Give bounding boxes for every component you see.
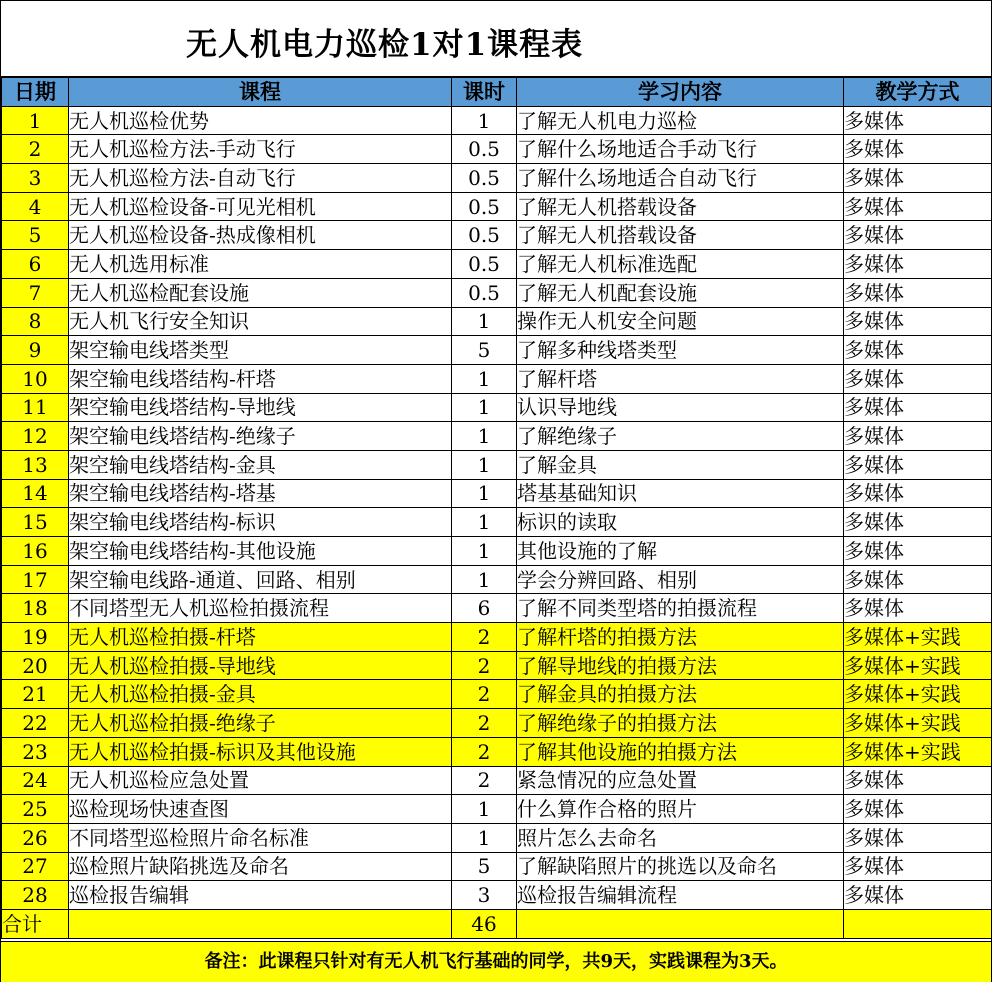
cell-course: 无人机巡检拍摄-绝缘子 (69, 709, 452, 738)
cell-day: 26 (2, 823, 69, 852)
cell-course: 不同塔型巡检照片命名标准 (69, 823, 452, 852)
cell-hours: 0.5 (452, 278, 517, 307)
cell-hours: 2 (452, 709, 517, 738)
cell-day: 1 (2, 106, 69, 135)
header-day: 日期 (2, 78, 69, 107)
cell-course: 不同塔型无人机巡检拍摄流程 (69, 594, 452, 623)
cell-content: 标识的读取 (517, 508, 844, 537)
cell-day: 15 (2, 508, 69, 537)
cell-day: 23 (2, 737, 69, 766)
cell-hours: 1 (452, 508, 517, 537)
cell-method: 多媒体 (844, 307, 992, 336)
cell-course: 架空输电线塔结构-导地线 (69, 393, 452, 422)
cell-day: 5 (2, 221, 69, 250)
table-row (2, 364, 992, 393)
cell-day: 16 (2, 537, 69, 566)
table-body (2, 106, 992, 909)
cell-day: 27 (2, 852, 69, 881)
cell-day: 7 (2, 278, 69, 307)
cell-method: 多媒体 (844, 852, 992, 881)
cell-hours: 2 (452, 737, 517, 766)
cell-hours: 1 (452, 479, 517, 508)
table-row (2, 737, 992, 766)
cell-method: 多媒体 (844, 278, 992, 307)
cell-day: 3 (2, 164, 69, 193)
cell-course: 无人机巡检拍摄-杆塔 (69, 623, 452, 652)
cell-course: 巡检报告编辑 (69, 881, 452, 910)
table-row (2, 250, 992, 279)
cell-day: 20 (2, 651, 69, 680)
cell-day: 8 (2, 307, 69, 336)
cell-method: 多媒体 (844, 479, 992, 508)
cell-content: 巡检报告编辑流程 (517, 881, 844, 910)
cell-day: 25 (2, 795, 69, 824)
cell-method: 多媒体 (844, 221, 992, 250)
cell-content: 操作无人机安全问题 (517, 307, 844, 336)
cell-course: 无人机巡检配套设施 (69, 278, 452, 307)
cell-hours: 5 (452, 852, 517, 881)
cell-hours: 1 (452, 450, 517, 479)
cell-content: 了解不同类型塔的拍摄流程 (517, 594, 844, 623)
cell-content: 认识导地线 (517, 393, 844, 422)
cell-hours: 0.5 (452, 192, 517, 221)
cell-course: 架空输电线塔结构-塔基 (69, 479, 452, 508)
cell-method: 多媒体+实践 (844, 737, 992, 766)
cell-hours: 1 (452, 565, 517, 594)
table-row (2, 881, 992, 910)
cell-day: 21 (2, 680, 69, 709)
cell-course: 无人机巡检方法-手动飞行 (69, 135, 452, 164)
total-label: 合计 (2, 909, 69, 938)
table-row (2, 537, 992, 566)
cell-method: 多媒体 (844, 393, 992, 422)
cell-method: 多媒体 (844, 106, 992, 135)
title-bar (1, 1, 991, 77)
cell-course: 架空输电线塔结构-金具 (69, 450, 452, 479)
total-hours: 46 (452, 909, 517, 938)
cell-day: 18 (2, 594, 69, 623)
cell-hours: 0.5 (452, 221, 517, 250)
table-row (2, 766, 992, 795)
cell-method: 多媒体+实践 (844, 680, 992, 709)
cell-content: 了解绝缘子 (517, 422, 844, 451)
cell-hours: 1 (452, 422, 517, 451)
header-content: 学习内容 (517, 78, 844, 107)
table-row (2, 221, 992, 250)
cell-course: 架空输电线路-通道、回路、相别 (69, 565, 452, 594)
cell-method: 多媒体 (844, 135, 992, 164)
cell-hours: 3 (452, 881, 517, 910)
cell-content: 了解金具的拍摄方法 (517, 680, 844, 709)
cell-method: 多媒体 (844, 422, 992, 451)
cell-hours: 1 (452, 106, 517, 135)
total-course-empty (69, 909, 452, 938)
cell-content: 照片怎么去命名 (517, 823, 844, 852)
cell-content: 了解杆塔 (517, 364, 844, 393)
cell-content: 了解什么场地适合自动飞行 (517, 164, 844, 193)
cell-content: 了解缺陷照片的挑选以及命名 (517, 852, 844, 881)
cell-hours: 2 (452, 651, 517, 680)
cell-day: 6 (2, 250, 69, 279)
cell-hours: 1 (452, 307, 517, 336)
cell-method: 多媒体 (844, 823, 992, 852)
table-row (2, 135, 992, 164)
total-method-empty (844, 909, 992, 938)
cell-content: 了解什么场地适合手动飞行 (517, 135, 844, 164)
cell-content: 了解绝缘子的拍摄方法 (517, 709, 844, 738)
course-table (1, 77, 992, 939)
cell-method: 多媒体+实践 (844, 651, 992, 680)
cell-course: 巡检现场快速查图 (69, 795, 452, 824)
cell-method: 多媒体 (844, 192, 992, 221)
cell-course: 无人机巡检优势 (69, 106, 452, 135)
table-row (2, 823, 992, 852)
cell-hours: 1 (452, 537, 517, 566)
cell-day: 10 (2, 364, 69, 393)
cell-course: 无人机巡检拍摄-导地线 (69, 651, 452, 680)
cell-content: 其他设施的了解 (517, 537, 844, 566)
table-row (2, 164, 992, 193)
cell-hours: 6 (452, 594, 517, 623)
cell-content: 学会分辨回路、相别 (517, 565, 844, 594)
cell-method: 多媒体 (844, 164, 992, 193)
cell-method: 多媒体 (844, 250, 992, 279)
cell-method: 多媒体 (844, 364, 992, 393)
cell-content: 了解无人机标准选配 (517, 250, 844, 279)
cell-day: 4 (2, 192, 69, 221)
table-row (2, 106, 992, 135)
cell-content: 了解多种线塔类型 (517, 336, 844, 365)
cell-content: 了解其他设施的拍摄方法 (517, 737, 844, 766)
table-row (2, 623, 992, 652)
cell-course: 架空输电线塔结构-杆塔 (69, 364, 452, 393)
cell-hours: 2 (452, 766, 517, 795)
table-row (2, 393, 992, 422)
cell-day: 22 (2, 709, 69, 738)
table-row (2, 422, 992, 451)
table-row (2, 508, 992, 537)
header-method: 教学方式 (844, 78, 992, 107)
cell-content: 了解无人机搭载设备 (517, 192, 844, 221)
cell-method: 多媒体 (844, 594, 992, 623)
cell-method: 多媒体 (844, 881, 992, 910)
table-row (2, 479, 992, 508)
cell-content: 什么算作合格的照片 (517, 795, 844, 824)
cell-hours: 5 (452, 336, 517, 365)
cell-method: 多媒体+实践 (844, 709, 992, 738)
cell-hours: 1 (452, 364, 517, 393)
table-row (2, 307, 992, 336)
cell-hours: 0.5 (452, 164, 517, 193)
table-row (2, 852, 992, 881)
cell-hours: 0.5 (452, 250, 517, 279)
cell-hours: 2 (452, 680, 517, 709)
cell-content: 了解无人机搭载设备 (517, 221, 844, 250)
cell-course: 架空输电线塔类型 (69, 336, 452, 365)
cell-course: 无人机巡检设备-可见光相机 (69, 192, 452, 221)
table-row (2, 336, 992, 365)
table-row (2, 651, 992, 680)
cell-hours: 1 (452, 393, 517, 422)
cell-course: 架空输电线塔结构-标识 (69, 508, 452, 537)
table-header-row (2, 78, 992, 107)
table-row (2, 680, 992, 709)
header-course: 课程 (69, 78, 452, 107)
cell-course: 无人机巡检设备-热成像相机 (69, 221, 452, 250)
cell-course: 无人机飞行安全知识 (69, 307, 452, 336)
cell-method: 多媒体 (844, 537, 992, 566)
total-row (2, 909, 992, 938)
cell-day: 19 (2, 623, 69, 652)
table-row (2, 450, 992, 479)
table-row (2, 278, 992, 307)
cell-course: 架空输电线塔结构-绝缘子 (69, 422, 452, 451)
table-row (2, 709, 992, 738)
cell-method: 多媒体 (844, 508, 992, 537)
header-hours: 课时 (452, 78, 517, 107)
cell-course: 无人机选用标准 (69, 250, 452, 279)
cell-hours: 0.5 (452, 135, 517, 164)
cell-day: 2 (2, 135, 69, 164)
cell-content: 了解无人机电力巡检 (517, 106, 844, 135)
cell-method: 多媒体 (844, 766, 992, 795)
cell-content: 了解无人机配套设施 (517, 278, 844, 307)
cell-content: 塔基基础知识 (517, 479, 844, 508)
cell-day: 11 (2, 393, 69, 422)
cell-course: 无人机巡检应急处置 (69, 766, 452, 795)
cell-method: 多媒体 (844, 795, 992, 824)
cell-content: 了解导地线的拍摄方法 (517, 651, 844, 680)
cell-content: 了解金具 (517, 450, 844, 479)
table-row (2, 192, 992, 221)
cell-day: 14 (2, 479, 69, 508)
cell-day: 24 (2, 766, 69, 795)
cell-day: 17 (2, 565, 69, 594)
cell-method: 多媒体 (844, 565, 992, 594)
cell-day: 28 (2, 881, 69, 910)
table-row (2, 795, 992, 824)
cell-method: 多媒体+实践 (844, 623, 992, 652)
cell-content: 紧急情况的应急处置 (517, 766, 844, 795)
total-content-empty (517, 909, 844, 938)
cell-day: 13 (2, 450, 69, 479)
cell-hours: 2 (452, 623, 517, 652)
cell-content: 了解杆塔的拍摄方法 (517, 623, 844, 652)
cell-method: 多媒体 (844, 450, 992, 479)
table-row (2, 565, 992, 594)
cell-day: 12 (2, 422, 69, 451)
cell-course: 架空输电线塔结构-其他设施 (69, 537, 452, 566)
cell-course: 巡检照片缺陷挑选及命名 (69, 852, 452, 881)
cell-course: 无人机巡检拍摄-金具 (69, 680, 452, 709)
cell-hours: 1 (452, 795, 517, 824)
remark-note: 备注：此课程只针对有无人机飞行基础的同学，共9天，实践课程为3天。 (1, 941, 991, 982)
cell-hours: 1 (452, 823, 517, 852)
table-row (2, 594, 992, 623)
cell-course: 无人机巡检方法-自动飞行 (69, 164, 452, 193)
cell-course: 无人机巡检拍摄-标识及其他设施 (69, 737, 452, 766)
cell-method: 多媒体 (844, 336, 992, 365)
cell-day: 9 (2, 336, 69, 365)
page-title: 无人机电力巡检1对1课程表 (186, 27, 584, 63)
